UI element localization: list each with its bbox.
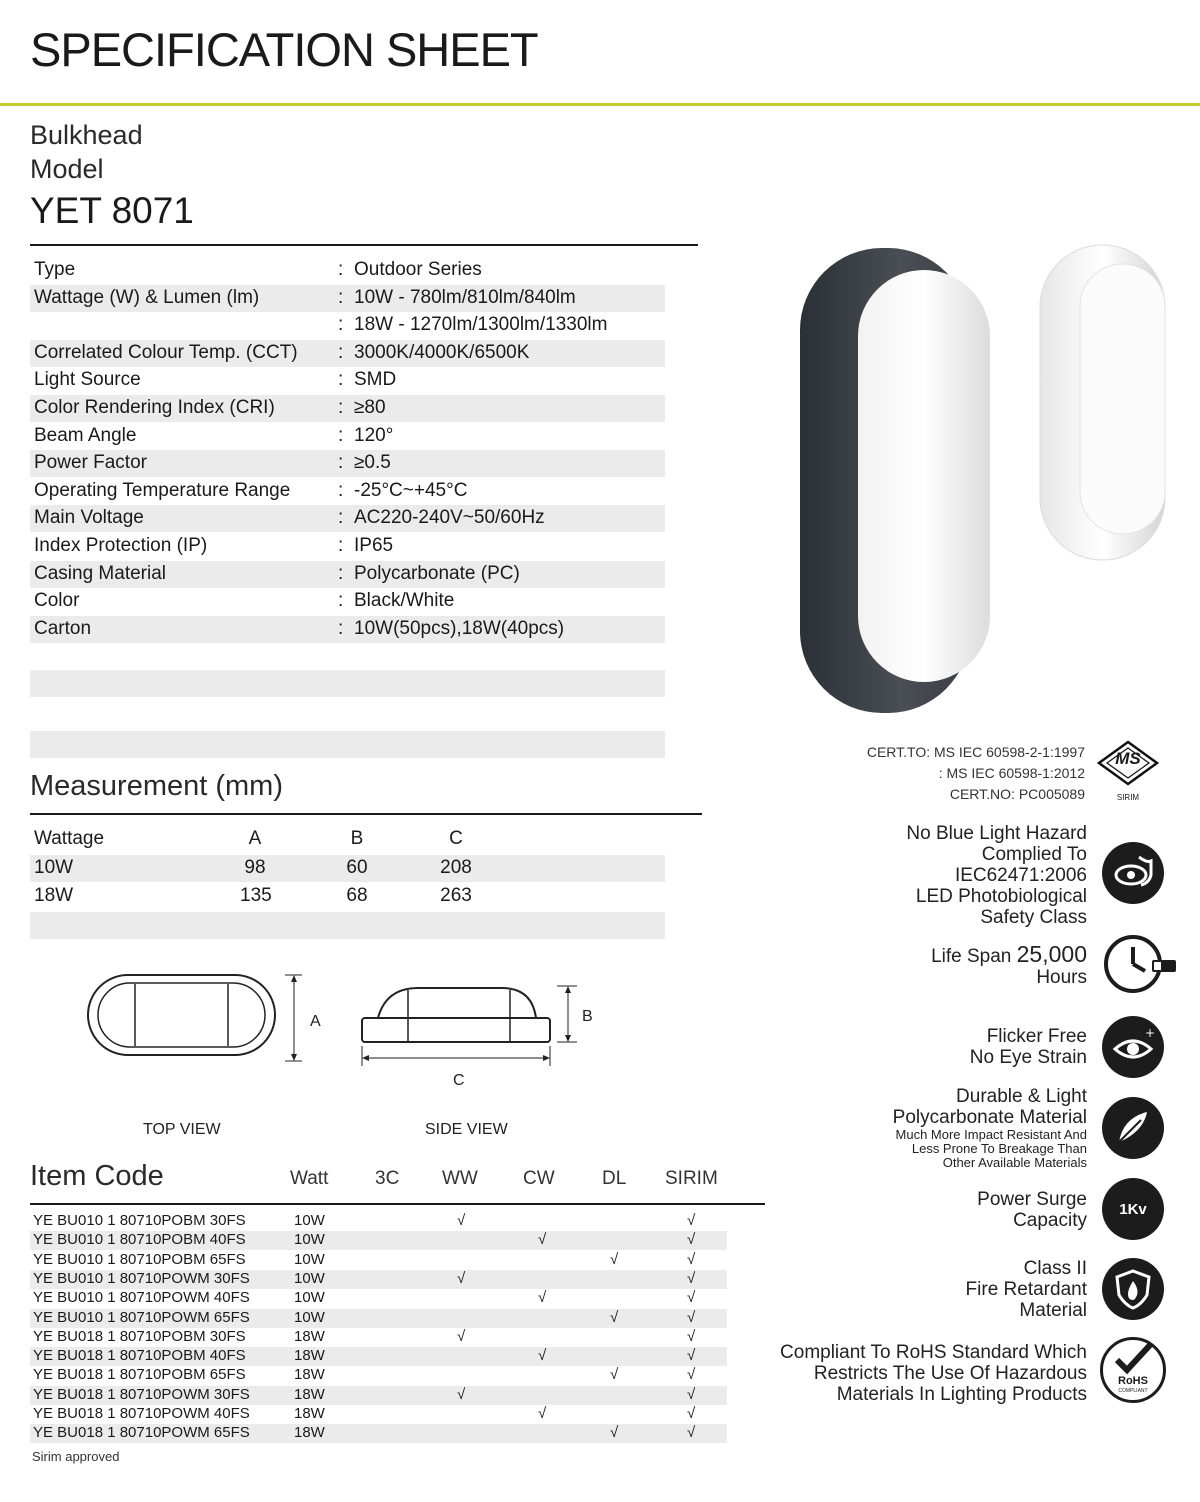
tick-mark-icon: √	[538, 1289, 547, 1307]
item-code: YE BU018 1 80710POBM 30FS	[33, 1327, 246, 1345]
spec-row	[30, 450, 665, 477]
measurement-header-row	[30, 826, 665, 853]
item-code-header-dl: DL	[602, 1168, 627, 1189]
item-watt: 10W	[294, 1289, 325, 1307]
tick-mark-icon: √	[610, 1250, 619, 1268]
spec-value: IP65	[354, 535, 394, 556]
feature-blue-light	[906, 823, 1087, 928]
tick-mark-icon: √	[538, 1347, 547, 1365]
feature-detail: Other Available Materials	[942, 1155, 1087, 1170]
spec-row	[30, 257, 665, 284]
spec-colon: :	[338, 535, 344, 556]
sirim-tick-mark-icon: √	[687, 1308, 696, 1326]
spec-label: Beam Angle	[34, 424, 137, 446]
feature-detail: Much More Impact Resistant And	[895, 1127, 1087, 1142]
item-watt: 18W	[294, 1327, 325, 1345]
feature-line: IEC62471:2006	[954, 865, 1087, 886]
dimension-label-c: C	[453, 1072, 465, 1089]
measurement-cell: 208	[440, 857, 472, 878]
spec-row	[30, 340, 665, 367]
sirim-tick-mark-icon: √	[687, 1212, 696, 1229]
tick-mark-icon: √	[538, 1405, 547, 1422]
spec-value: AC220-240V~50/60Hz	[354, 507, 545, 529]
item-watt: 10W	[294, 1250, 325, 1268]
item-code: YE BU010 1 80710POWM 65FS	[33, 1308, 250, 1326]
spec-label: Color Rendering Index (CRI)	[34, 397, 275, 418]
item-code-row	[30, 1289, 727, 1308]
sirim-note: Sirim approved	[32, 1449, 120, 1464]
measurement-cell: 18W	[34, 885, 74, 906]
spec-value: 10W - 780lm/810lm/840lm	[354, 286, 576, 308]
spec-colon: :	[338, 286, 344, 308]
spec-value: ≥0.5	[354, 452, 391, 474]
tick-mark-icon: √	[610, 1366, 619, 1384]
spec-colon: :	[338, 369, 344, 391]
item-code-row	[30, 1212, 727, 1231]
measurement-header: A	[248, 828, 262, 849]
spec-colon: :	[338, 479, 344, 501]
spec-colon: :	[338, 341, 344, 363]
spec-value: SMD	[354, 369, 397, 391]
spec-label: Light Source	[34, 369, 141, 391]
spec-row	[30, 588, 665, 615]
svg-text:+: +	[1145, 1026, 1155, 1040]
feature-line: No Blue Light Hazard	[906, 823, 1087, 844]
feature-line: Polycarbonate Material	[892, 1107, 1087, 1128]
spec-value: Polycarbonate (PC)	[354, 562, 520, 584]
page-title: SPECIFICATION SHEET	[30, 23, 538, 76]
sirim-tick-mark-icon: √	[687, 1250, 696, 1268]
spec-row	[30, 478, 665, 505]
spec-row	[30, 395, 665, 422]
spec-empty-row	[30, 702, 665, 726]
feature-line: Class II	[1023, 1258, 1087, 1279]
spec-value: 18W - 1270lm/1300lm/1330lm	[354, 314, 608, 336]
item-watt: 10W	[294, 1212, 325, 1229]
sirim-tick-mark-icon: √	[687, 1269, 696, 1287]
feature-line: Material	[1019, 1300, 1087, 1321]
spec-colon: :	[338, 259, 344, 280]
spec-label: Power Factor	[34, 452, 147, 474]
tick-mark-icon: √	[457, 1212, 466, 1229]
item-code: YE BU010 1 80710POWM 30FS	[33, 1269, 250, 1287]
spec-value: 120°	[354, 424, 394, 446]
sirim-tick-mark-icon: √	[687, 1327, 696, 1345]
eye-shield-icon	[1102, 842, 1164, 904]
feature-detail: Less Prone To Breakage Than	[911, 1141, 1087, 1156]
spec-label: Index Protection (IP)	[34, 535, 208, 556]
dimension-label-a: A	[310, 1013, 321, 1030]
clock-icon	[1102, 933, 1178, 995]
measurement-divider	[30, 813, 702, 815]
spec-divider	[30, 244, 698, 246]
feature-line: Compliant To RoHS Standard Which	[780, 1342, 1087, 1363]
measurement-cell: 10W	[34, 857, 74, 878]
spec-value: 10W(50pcs),18W(40pcs)	[354, 617, 565, 639]
feature-rohs	[780, 1342, 1087, 1405]
spec-colon: :	[338, 452, 344, 474]
spec-value: 3000K/4000K/6500K	[354, 341, 530, 363]
sirim-tick-mark-icon: √	[687, 1289, 696, 1307]
measurement-cell: 98	[244, 857, 266, 878]
product-name: Bulkhead	[30, 120, 143, 150]
spec-value: ≥80	[354, 397, 386, 418]
item-code-row	[30, 1386, 727, 1405]
header-accent-line	[0, 103, 1200, 106]
item-watt: 18W	[294, 1347, 325, 1365]
sirim-tick-mark-icon: √	[687, 1405, 696, 1422]
item-code-header-sirim: SIRIM	[665, 1168, 718, 1189]
item-code: YE BU018 1 80710POWM 30FS	[33, 1385, 250, 1403]
spec-colon: :	[338, 562, 344, 584]
model-number: YET 8071	[30, 190, 194, 231]
cert-line: : MS IEC 60598-1:2012	[938, 765, 1085, 781]
feature-fire-retardant	[966, 1258, 1087, 1321]
measurement-cell: 135	[240, 885, 272, 906]
measurement-title: Measurement (mm)	[30, 770, 283, 802]
spec-value: Outdoor Series	[354, 259, 482, 280]
life-span-value: 25,000	[1016, 941, 1087, 967]
item-code: YE BU018 1 80710POWM 65FS	[33, 1424, 250, 1442]
feature-life-span	[931, 941, 1087, 988]
sirim-tick-mark-icon: √	[687, 1231, 696, 1249]
item-code-row	[30, 1347, 727, 1366]
item-watt: 18W	[294, 1424, 325, 1442]
measurement-cell: 60	[346, 857, 368, 878]
item-code-row	[30, 1405, 727, 1424]
measurement-empty-row	[30, 912, 665, 939]
spec-row	[30, 285, 665, 312]
tick-mark-icon: √	[610, 1424, 619, 1442]
item-code-header-cw: CW	[523, 1168, 555, 1189]
item-code-divider	[30, 1203, 765, 1205]
spec-label: Correlated Colour Temp. (CCT)	[34, 341, 298, 363]
measurement-cell: 68	[346, 885, 368, 906]
tick-mark-icon: √	[457, 1327, 466, 1345]
item-watt: 18W	[294, 1405, 325, 1422]
spec-colon: :	[338, 590, 344, 612]
measurement-cell: 263	[440, 885, 472, 906]
spec-label: Carton	[34, 617, 92, 639]
feature-power-surge	[977, 1189, 1087, 1231]
tick-mark-icon: √	[538, 1231, 547, 1249]
item-code: YE BU010 1 80710POWM 40FS	[33, 1289, 250, 1307]
measurement-row	[30, 855, 665, 882]
spec-row	[30, 561, 665, 588]
sirim-tick-mark-icon: √	[687, 1385, 696, 1403]
feature-line: Durable & Light	[956, 1086, 1087, 1107]
sirim-ms-badge-text: MS	[1115, 749, 1141, 768]
item-code-header-watt: Watt	[290, 1168, 329, 1189]
item-watt: 18W	[294, 1385, 325, 1403]
side-view-drawing	[352, 980, 582, 1070]
cert-line: CERT.TO: MS IEC 60598-2-1:1997	[866, 744, 1085, 760]
feature-line: Power Surge	[977, 1189, 1087, 1210]
tick-mark-icon: √	[457, 1385, 466, 1403]
spec-empty-row	[30, 670, 665, 697]
spec-label: Color	[34, 590, 80, 612]
spec-colon: :	[338, 617, 344, 639]
spec-label: Type	[34, 259, 76, 280]
item-code-row	[30, 1270, 727, 1289]
rohs-text: RoHS	[1118, 1375, 1148, 1387]
item-watt: 10W	[294, 1269, 325, 1287]
measurement-header: C	[449, 828, 463, 849]
item-code: YE BU010 1 80710POBM 65FS	[33, 1250, 246, 1268]
item-code-row	[30, 1328, 727, 1347]
item-code: YE BU018 1 80710POBM 40FS	[33, 1347, 246, 1365]
item-code: YE BU018 1 80710POWM 40FS	[33, 1405, 250, 1422]
sirim-tick-mark-icon: √	[687, 1424, 696, 1442]
feather-icon	[1102, 1097, 1164, 1159]
feature-line: Materials In Lighting Products	[836, 1384, 1087, 1405]
spec-row	[30, 312, 665, 339]
fire-shield-icon	[1102, 1258, 1164, 1320]
rohs-check-icon	[1100, 1337, 1166, 1403]
item-code-row	[30, 1251, 727, 1270]
rohs-sub-text: COMPLIANT	[1118, 1388, 1148, 1394]
spec-colon: :	[338, 314, 344, 336]
spec-value: Black/White	[354, 590, 455, 612]
feature-line: Hours	[1036, 967, 1087, 988]
spec-row	[30, 616, 665, 643]
tick-mark-icon: √	[610, 1308, 619, 1326]
model-label: Model	[30, 154, 104, 184]
feature-line: Complied To	[981, 844, 1087, 865]
spec-colon: :	[338, 507, 344, 529]
item-code-row	[30, 1309, 727, 1328]
measurement-header: Wattage	[34, 828, 105, 849]
sirim-tick-mark-icon: √	[687, 1347, 696, 1365]
feature-line: Restricts The Use Of Hazardous	[813, 1363, 1087, 1384]
spec-label: Wattage (W) & Lumen (lm)	[34, 286, 260, 308]
item-code: YE BU010 1 80710POBM 30FS	[33, 1212, 246, 1229]
spec-row	[30, 505, 665, 532]
spec-label: Main Voltage	[34, 507, 144, 529]
item-code-title: Item Code	[30, 1160, 164, 1192]
spec-row	[30, 367, 665, 394]
item-code-row	[30, 1366, 727, 1385]
item-watt: 10W	[294, 1308, 325, 1326]
eye-icon	[1102, 1016, 1164, 1078]
product-image	[790, 240, 1180, 720]
item-code-row	[30, 1424, 727, 1443]
side-view-label: SIDE VIEW	[425, 1121, 508, 1138]
top-view-label: TOP VIEW	[143, 1121, 221, 1138]
feature-line: Safety Class	[980, 907, 1087, 928]
surge-icon: 1Kv	[1102, 1178, 1164, 1240]
feature-line: Fire Retardant	[965, 1279, 1087, 1300]
feature-line: LED Photobiological	[915, 886, 1087, 907]
item-code-header-3c: 3C	[375, 1168, 400, 1189]
sirim-tick-mark-icon: √	[687, 1366, 696, 1384]
item-code: YE BU010 1 80710POBM 40FS	[33, 1231, 246, 1249]
feature-flicker-free	[970, 1026, 1087, 1068]
spec-label: Casing Material	[34, 562, 166, 584]
sirim-badge-caption: SIRIM	[1116, 793, 1140, 802]
spec-row	[30, 533, 665, 560]
dimension-label-b: B	[582, 1008, 593, 1025]
spec-colon: :	[338, 424, 344, 446]
feature-line: Capacity	[1013, 1210, 1087, 1231]
item-code-header-ww: WW	[442, 1168, 478, 1189]
item-watt: 18W	[294, 1366, 325, 1384]
sirim-ms-badge-icon	[1097, 740, 1159, 804]
feature-durable	[893, 1086, 1087, 1170]
spec-label: Operating Temperature Range	[34, 479, 291, 501]
item-watt: 10W	[294, 1231, 325, 1249]
tick-mark-icon: √	[457, 1269, 466, 1287]
cert-line: CERT.NO: PC005089	[949, 786, 1085, 802]
feature-line: No Eye Strain	[969, 1047, 1087, 1068]
spec-colon: :	[338, 397, 344, 418]
measurement-header: B	[350, 828, 364, 849]
measurement-row	[30, 883, 665, 910]
item-code-row	[30, 1231, 727, 1250]
feature-line: Flicker Free	[986, 1026, 1087, 1047]
feature-line: Life Span	[931, 946, 1017, 967]
spec-value: -25°C~+45°C	[354, 479, 468, 501]
spec-empty-row	[30, 731, 665, 758]
item-code: YE BU018 1 80710POBM 65FS	[33, 1366, 246, 1384]
spec-row	[30, 423, 665, 450]
